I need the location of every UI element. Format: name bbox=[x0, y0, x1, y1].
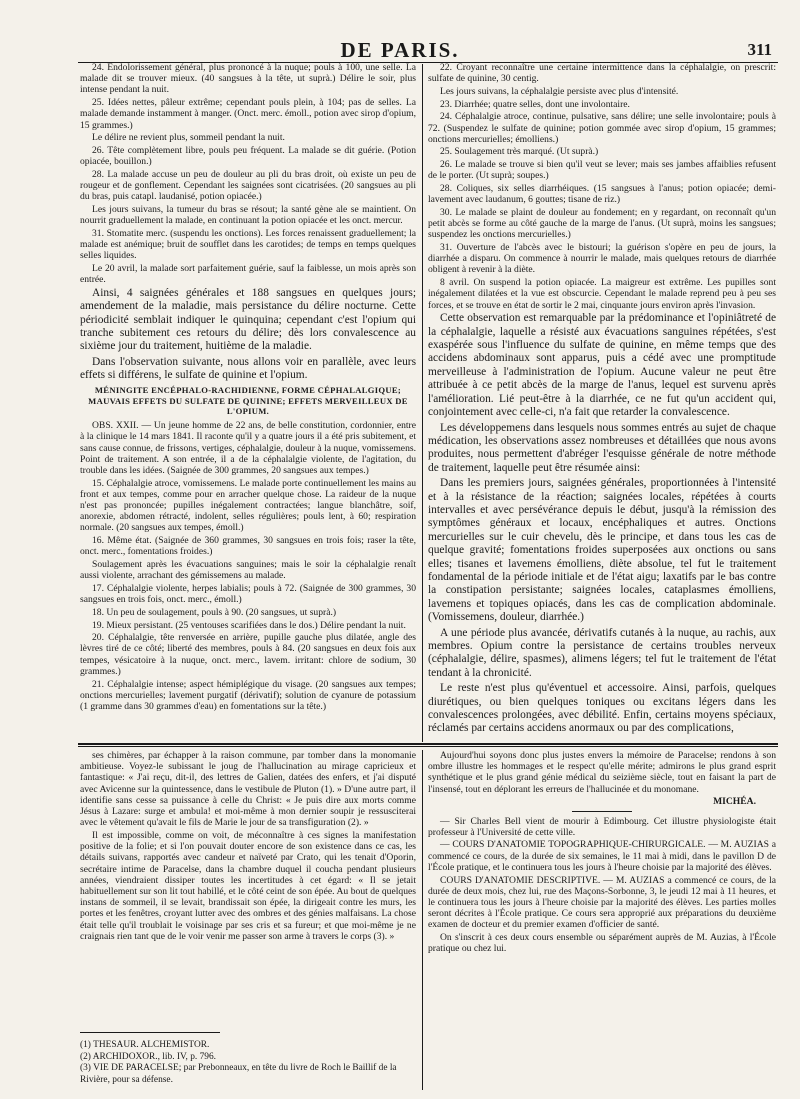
paragraph: 26. Tête complètement libre, pouls peu fréquent. La malade se dit guérie. (Potion opiacée, bouillon.) bbox=[80, 144, 416, 168]
section-rule bbox=[78, 743, 778, 745]
author-signature: MICHÉA. bbox=[713, 796, 756, 808]
commentary-paragraph: Dans les premiers jours, saignées générales, proportionnées à l'intensité et à la résistance de la réaction; saignées locales, répétées à courts intervalles et avec persévérance depuis le début, jusqu'à la rémission des symptômes généraux et locaux, encéphaliques et autres. Onctions mercurielles sur le cuir chevelu, dès le principe, et dans tous les cas de quelque gravité; fomentations froides superposées aux onctions ou sans elles; tisanes et lavemens émolliens, diète absolue, tel fut le traitement fondamental de la période initiale et de l'état aigu; laxatifs par le bas contre la constipation persistante; saignées locales, cataplasmes émolliens, lavemens et topiques opiacés, dans les cas de complication abdominale. (Vomissemens, douleur, diarrhée.) bbox=[428, 477, 776, 624]
paragraph: 25. Soulagement très marqué. (Ut suprà.) bbox=[440, 146, 599, 158]
observation-paragraph: 16. Même état. (Saignée de 360 grammes, 30 sangsues en trois fois; raser la tête, onct. merc., fomentations froides.) bbox=[80, 535, 416, 558]
column-bottom-right bbox=[428, 750, 776, 1086]
footnotes bbox=[80, 1040, 416, 1086]
observation-heading: MÉNINGITE ENCÉPHALO-RACHIDIENNE, FORME CÉPHALALGIQUE; MAUVAIS EFFETS DU SULFATE DE QUININE; EFFETS MERVEILLEUX DE L'OPIUM. bbox=[88, 384, 408, 417]
news-rule bbox=[572, 811, 632, 812]
paragraph: Les jours suivans, la céphalalgie persiste avec plus d'intensité. bbox=[440, 85, 679, 97]
column-rule-bottom bbox=[422, 750, 423, 1090]
column-bottom-left bbox=[80, 750, 416, 1024]
paragraph: 24. Céphalalgie atroce, continue, pulsative, sans délire; une selle involontaire; pouls à 72. (Suspendez le sulfate de quinine; potion gommée avec sirop d'opium, 15 grammes; onctions mercurielles; émolliens.) bbox=[428, 111, 776, 145]
commentary-paragraph: Le reste n'est plus qu'éventuel et accessoire. Ainsi, parfois, quelques diurétiques, ou bien quelques toniques ou excitans légers dans les convalescences prolongées, avec débilité. Enfin, certains moyens spéciaux, réclamés par certains accidens anormaux ou par des complications, bbox=[428, 682, 776, 735]
observation-paragraph: 19. Mieux persistant. (25 ventouses scarifiées dans le dos.) Délire pendant la nuit. bbox=[92, 619, 406, 631]
observation-paragraph: Soulagement après les évacuations sanguines; mais le soir la céphalalgie renaît aussi violente, arrachant des gémissemens au malade. bbox=[80, 559, 416, 582]
observation-paragraph: 15. Céphalalgie atroce, vomissemens. Le malade porte continuellement les mains au front et aux tempes, comme pour en arracher quelque chose. La raideur de la nuque n'est pas prononcée; pupilles inégalement contractées; langue blanchâtre, soif, anorexie, abdomen rétracté, indolent, selles régulières; pouls lent, à 60; respiration normale. (20 sangsues aux tempes, émoll.) bbox=[80, 477, 416, 534]
commentary-paragraph: Ainsi, 4 saignées générales et 188 sangsues en quelques jours; amendement de la maladie, mais persistance du délire nocturne. Cette périodicité semblait indiquer le quinquina; cependant c'est l'opium qui tranche subitement ces retours du délire; dès lors convalescence au sixième jour du traitement, huitième de la maladie. bbox=[80, 286, 416, 353]
observation-paragraph: OBS. XXII. — Un jeune homme de 22 ans, de belle constitution, cordonnier, entre à la clinique le 14 mars 1841. Il raconte qu'il y a quatre jours il a été pris subitement, et sans cause connue, de frissons, vertiges, céphalalgie, douleur à la nuque, vomissemens. Point de traitement. A son entrée, il a de la céphalalgie violente, de l'agitation, du trouble dans les idées. (Saignée de 300 grammes, 20 sangsues aux tempes.) bbox=[80, 420, 416, 476]
commentary-paragraph: A une période plus avancée, dérivatifs cutanés à la nuque, au rachis, aux membres. Opium contre la persistance de certains troubles nerveux (céphalalgie, délire, spasmes), alimens légers; tel fut le traitement de l'état tendant à la chronicité. bbox=[428, 626, 776, 679]
paragraph: 25. Idées nettes, pâleur extrême; cependant pouls plein, à 104; pas de selles. La malade demande instamment à manger. (Onct. merc. émoll., potion avec sirop d'opium, 15 grammes.) bbox=[80, 97, 416, 131]
news-item: — Sir Charles Bell vient de mourir à Edimbourg. Cet illustre physiologiste était professeur à l'Université de cette ville. bbox=[428, 815, 776, 838]
running-title: DE PARIS. bbox=[340, 38, 460, 62]
paragraph: 28. La malade accuse un peu de douleur au pli du bras droit, où existe un peu de rougeur et de gonflement. Cependant les saignées sont cicatrisées. (20 sangsues au pli du bras, puis catapl. laudanisé, potion opiacée.) bbox=[80, 168, 416, 203]
feuilleton-paragraph: Aujourd'hui soyons donc plus justes envers la mémoire de Paracelse; rendons à son ombre illustre les hommages et le respect qu'elle mérite; admirons le plus grand esprit synthétique et le plus grand génie médical du seizième siècle, tout en faisant la part de l'insensé, tout en déplorant les erreurs de l'hallucinée et du monomane. bbox=[428, 750, 776, 795]
page-number: 311 bbox=[747, 40, 772, 59]
paragraph: Le 20 avril, la malade sort parfaitement guérie, sauf la faiblesse, un mois après son entrée. bbox=[80, 262, 416, 286]
column-top-right bbox=[428, 62, 776, 740]
observation-paragraph: 20. Céphalalgie, tête renversée en arrière, pupille gauche plus dilatée, angle des lèvres tiré de ce côté; liberté des membres, pouls à 84. (20 sangsues en deux fois aux tempes, vésicatoire à la nuque, onct. merc., lavem. irritant: chlore de sodium, 30 grammes.) bbox=[80, 632, 416, 677]
feuilleton-paragraph: Il est impossible, comme on voit, de méconnaître à ces signes la manifestation positive de la folie; et si l'on pouvait douter encore de son existence dans ce cas, les détails suivans, rapportés avec candeur et naïveté par Crato, qui les tenait d'Oporin, secrétaire intime de Paracelse, dans la chambre duquel il coucha pendant plusieurs années, viendraient dissiper toutes les incertitudes à cet égard: « Il se jetait habituellement sur son lit tout habillé, et le côté ceint de son épée. Au bout de quelques instans de sommeil, il se levait, brandissait son épée, la dirigeait contre les murs, les portes et les fenêtres, croyant lutter avec des ombres et des génies malfaisans. La chose était telle qu'il troublait le voisinage par ses cris et sa fureur; et que moi-même je ne craignais rien tant que de le voir venir me passer son arme à travers le corps (3). » bbox=[80, 829, 416, 942]
paragraph: 23. Diarrhée; quatre selles, dont une involontaire. bbox=[440, 98, 630, 110]
paragraph: 26. Le malade se trouve si bien qu'il veut se lever; mais ses jambes affaiblies refusent de le porter. (Ut suprà; soupes.) bbox=[428, 159, 776, 182]
paragraph: 31. Ouverture de l'abcès avec le bistouri; la guérison s'opère en peu de jours, la diarrhée a disparu. On commence à nourrir le malade, mais quelques retours de diarrhée obligent à revenir à la diète. bbox=[428, 242, 776, 276]
commentary-paragraph: Les développemens dans lesquels nous sommes entrés au sujet de chaque médication, les observations assez nombreuses et détaillées que nous avons produites, nous permettent d'abréger l'esquisse générale de notre méthode de traitement, laquelle peut être résumée ainsi: bbox=[428, 421, 776, 474]
section-rule-thin bbox=[78, 746, 778, 747]
daily-notes-continued bbox=[80, 62, 416, 285]
footnote-rule bbox=[80, 1032, 220, 1033]
feuilleton-paragraph: ses chimères, par échapper à la raison commune, par tomber dans la monomanie ambitieuse. Voyez-le subissant le joug de l'hallucination au mirage capricieux et fantastique: « J'ai reçu, dit-il, des lettres de Galien, datées des enfers, et j'ai disputé avec Avicenne sur la quintessence, dans le vestibule de Pluton (1). » D'une autre part, il identifie sans cesse sa puissance à celle du Christ: « Je puis dire aux morts comme Jésus à Lazare: surge et ambula! et moi-même à mon dernier soupir je ressusciterai avec le vêtement qu'avait le fils de Marie le jour de sa transfiguration (2). » bbox=[80, 750, 416, 829]
news-item: COURS D'ANATOMIE DESCRIPTIVE. — M. AUZIAS a commencé ce cours, de la durée de deux mois, chez lui, rue des Maçons-Sorbonne, 3, le jeudi 12 mai à 11 heures, et le continuera tous les jours à l'heure choisie par la majorité des élèves. Les parties molles seront décrites à l'École pratique. Ce cours sera approprié aux préparations du deuxième examen de docteur et du premier examen d'officier de santé. bbox=[428, 874, 776, 931]
paragraph: 8 avril. On suspend la potion opiacée. La maigreur est extrême. Les pupilles sont inégalement dilatées et la vue est obscurcie. Cependant le malade reprend peu à peu ses forces, et se trouve en état de sortir le 2 mai, cinquante jours environ après l'invasion. bbox=[428, 277, 776, 311]
paragraph: Les jours suivans, la tumeur du bras se résout; la santé gène ale se maintient. On nourrit graduellement la malade, en continuant la potion opiacée et les onct. mercur. bbox=[80, 203, 416, 227]
commentary-paragraph: Cette observation est remarquable par la prédominance et l'opiniâtreté de la céphalalgie, laquelle a résisté aux évacuations sanguines répétées, s'est exaspérée sous l'influence du sulfate de quinine, en même temps que des accidens abdominaux sont apparus, puis a cédé avec une promptitude merveilleuse à l'administration de l'opium. Aucune valeur ne peut être attribuée à ce petit abcès de la marge de l'anus, lequel est survenu après l'amélioration. Lié peut-être à la diarrhée, ce ne fut qu'un accident qui, conjointement avec celle-ci, n'a fait que retarder la convalescence. bbox=[428, 312, 776, 419]
column-rule-top bbox=[422, 64, 423, 742]
footnote: (1) THESAUR. ALCHEMISTOR. bbox=[80, 1040, 210, 1050]
paragraph: 31. Stomatite merc. (suspendu les onctions). Les forces renaissent graduellement; la malade est anémique; bruit de soufflet dans les carotides; de temps en temps quelques selles liquides. bbox=[80, 227, 416, 262]
paragraph: 22. Croyant reconnaître une certaine intermittence dans la céphalalgie, on prescrit: sulfate de quinine, 30 centig. bbox=[428, 62, 776, 85]
observation-paragraph: 17. Céphalalgie violente, herpes labialis; pouls à 72. (Saignée de 300 grammes, 30 sangsues en trois fois, onct. merc., émoll.) bbox=[80, 582, 416, 606]
column-top-left bbox=[80, 62, 416, 740]
news-item: — COURS D'ANATOMIE TOPOGRAPHIQUE-CHIRURGICALE. — M. AUZIAS a commencé ce cours, de la durée de six semaines, le 11 mai à midi, dans le pavillon D de l'École pratique, et le continuera tous les jours à l'heure choisie par la majorité des élèves. bbox=[428, 839, 776, 873]
paragraph: Le délire ne revient plus, sommeil pendant la nuit. bbox=[92, 132, 285, 144]
commentary-paragraph: Dans l'observation suivante, nous allons voir en parallèle, avec leurs effets si différens, le sulfate de quinine et l'opium. bbox=[80, 355, 416, 382]
observation-paragraph: 18. Un peu de soulagement, pouls à 90. (20 sangsues, ut suprà.) bbox=[92, 606, 337, 618]
news-item: On s'inscrit à ces deux cours ensemble ou séparément auprès de M. Auzias, à l'École pratique ou chez lui. bbox=[428, 932, 776, 955]
paragraph: 24. Endolorissement général, plus prononcé à la nuque; pouls à 100, une selle. La malade dit se trouver mieux. (40 sangsues à la tête, ut suprà.) Délire le soir, plus intense pendant la nuit. bbox=[80, 62, 416, 96]
page-header bbox=[0, 0, 800, 60]
footnote: (2) ARCHIDOXOR., lib. IV, p. 796. bbox=[80, 1051, 217, 1062]
observation-paragraph: 21. Céphalalgie intense; aspect hémiplégique du visage. (20 sangsues aux tempes; onctions mercurielles; lavement purgatif (dérivatif); solution de cyanure de potassium (1 gramme dans 30 grammes d'eau) en fomentations sur la tête.) bbox=[80, 678, 416, 712]
footnote: (3) VIE DE PARACELSE; par Prebonneaux, en tête du livre de Roch le Baillif de la Rivière, pour sa défense. bbox=[80, 1063, 397, 1085]
paragraph: 30. Le malade se plaint de douleur au fondement; en y regardant, on reconnaît qu'un petit abcès se forme au côté gauche de la marge de l'anus. (Ut suprà, moins les sangsues; suspendez les onctions mercurielles.) bbox=[428, 206, 776, 241]
paragraph: 28. Coliques, six selles diarrhéiques. (15 sangsues à l'anus; potion opiacée; demi-lavement avec laudanum, 6 gouttes; tisane de riz.) bbox=[428, 183, 776, 206]
